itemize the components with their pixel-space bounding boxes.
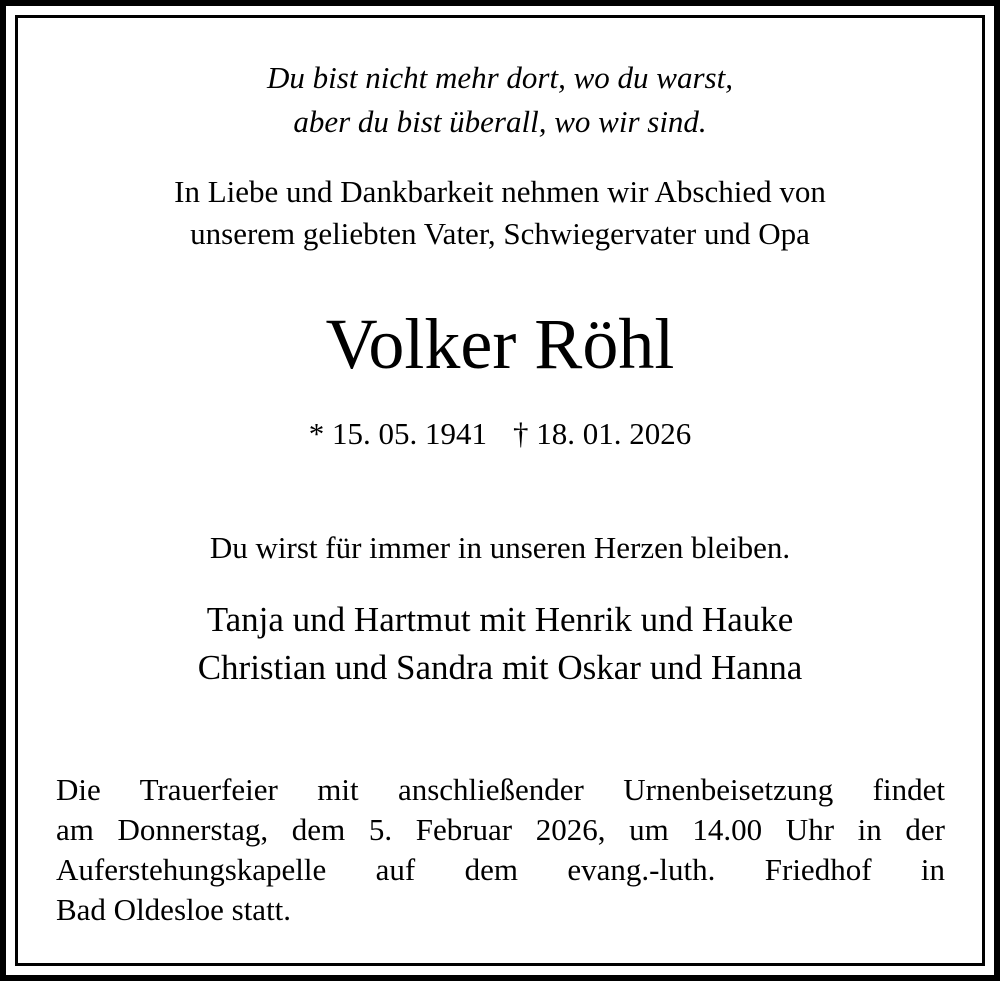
life-dates (0, 414, 1000, 454)
notice-line-4: Bad Oldesloe statt. (56, 892, 292, 927)
notice-line-3: Auferstehungskapelle auf dem evang.-luth. Friedhof in (56, 852, 945, 887)
notice-line-2: am Donnerstag, dem 5. Februar 2026, um 14.00 Uhr in der (56, 812, 945, 847)
intro-line-1: In Liebe und Dankbarkeit nehmen wir Abschied von (174, 174, 826, 209)
closing-sentence: Du wirst für immer in unseren Herzen bleiben. (209, 530, 791, 565)
motto-line-1: Du bist nicht mehr dort, wo du warst, (267, 60, 733, 95)
intro-line-2: unserem geliebten Vater, Schwiegervater und Opa (190, 216, 810, 251)
motto-line-2: aber du bist überall, wo wir sind. (293, 104, 707, 139)
notice-line-1: Die Trauerfeier mit anschließender Urnenbeisetzung findet (56, 772, 945, 807)
death-date: † 18. 01. 2026 (513, 416, 692, 451)
funeral-notice (56, 770, 945, 930)
family-line-2: Christian und Sandra mit Oskar und Hanna (197, 648, 803, 687)
family-line-1: Tanja und Hartmut mit Henrik und Hauke (206, 600, 794, 639)
deceased-name: Volker Röhl (325, 304, 675, 384)
birth-date: * 15. 05. 1941 (308, 416, 487, 451)
